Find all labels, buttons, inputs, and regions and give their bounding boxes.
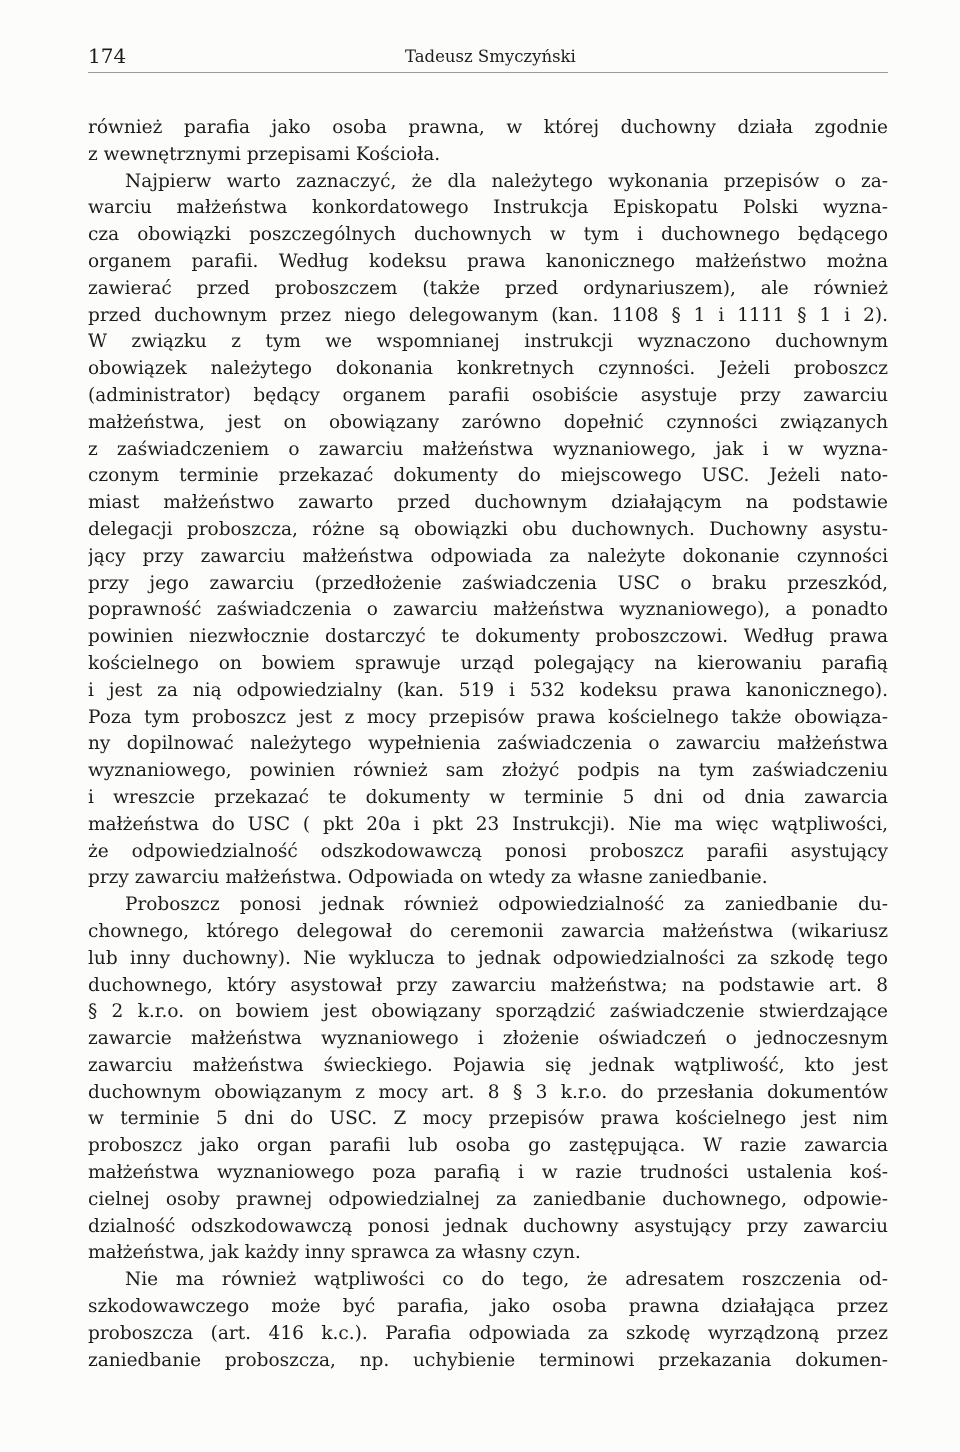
paragraph [88,892,888,1267]
text-line: miast małżeństwo zawarto przed duchownym działającym na podstawie [88,492,888,514]
text-line: Poza tym proboszcz jest z mocy przepisów prawa kościelnego także obowiąza- [88,706,888,728]
running-head-author: Tadeusz Smyczyński [405,47,576,66]
text-line: małżeństwa, jest on obowiązany zarówno dopełnić czynności związanych [88,411,888,433]
text-line: duchownego, który asystował przy zawarciu małżeństwa; na podstawie art. 8 [88,974,888,996]
text-line: obowiązek należytego dokonania konkretnych czynności. Jeżeli proboszcz [88,358,888,380]
text-line: duchownym obowiązanym z mocy art. 8 § 3 k.r.o. do przesłania dokumentów [88,1081,888,1103]
text-line: przy jego zawarciu (przedłożenie zaświadczenia USC o braku przeszkód, [88,572,888,594]
text-line: powinien niezwłocznie dostarczyć te dokumenty proboszczowi. Według prawa [88,626,888,648]
text-line: Proboszcz ponosi jednak również odpowiedzialność za zaniedbanie du- [125,894,888,916]
text-line: delegacji proboszcza, różne są obowiązki obu duchownych. Duchowny asystu- [88,518,888,540]
text-line: z zaświadczeniem o zawarciu małżeństwa wyznaniowego, jak i w wyzna- [88,438,888,460]
running-header [88,44,888,73]
text-line: proboszcz jako organ parafii lub osoba go zastępująca. W razie zawarcia [88,1135,888,1157]
text-line: również parafia jako osoba prawna, w której duchowny działa zgodnie [88,117,888,138]
text-line: cza obowiązki poszczególnych duchownych w tym i duchownego będącego [88,224,888,246]
paragraph [88,169,888,893]
text-line: proboszcza (art. 416 k.c.). Parafia odpowiada za szkodę wyrządzoną przez [88,1322,888,1344]
page-number: 174 [88,44,127,68]
text-line: i jest za nią odpowiedzialny (kan. 519 i 532 kodeksu prawa kanonicznego). [88,679,888,701]
text-line: warciu małżeństwa konkordatowego Instrukcja Episkopatu Polski wyzna- [88,197,888,219]
paragraph [88,115,888,169]
text-line: że odpowiedzialność odszkodowawczą ponosi proboszcz parafii asystujący [88,840,888,862]
text-line: § 2 k.r.o. on bowiem jest obowiązany sporządzić zaświadczenie stwierdzające [88,1001,888,1023]
text-line: cielnej osoby prawnej odpowiedzialnej za zaniedbanie duchownego, odpowie- [88,1188,888,1210]
text-line: w terminie 5 dni do USC. Z mocy przepisów prawa kościelnego jest nim [88,1108,888,1130]
text-line: jący przy zawarciu małżeństwa odpowiada za należyte dokonanie czynności [88,545,888,567]
text-line: i wreszcie przekazać te dokumenty w terminie 5 dni od dnia zawarcia [88,786,888,808]
text-line: zaniedbanie proboszcza, np. uchybienie terminowi przekazania dokumen- [88,1349,888,1371]
text-line: małżeństwa do USC ( pkt 20a i pkt 23 Instrukcji). Nie ma więc wątpliwości, [88,813,888,835]
text-line: ny dopilnować należytego wypełnienia zaświadczenia o zawarciu małżeństwa [88,733,888,755]
text-line: dzialność odszkodowawczą ponosi jednak duchowny asystujący przy zawarciu [88,1215,888,1237]
text-line: lub inny duchowny). Nie wyklucza to jednak odpowiedzialności za szkodę tego [88,947,888,969]
text-line: W związku z tym we wspomnianej instrukcji wyznaczono duchownym [88,331,888,353]
text-line: przed duchownym przez niego delegowanym (kan. 1108 § 1 i 1111 § 1 i 2). [88,304,888,326]
text-line: czonym terminie przekazać dokumenty do miejscowego USC. Jeżeli nato- [88,465,888,487]
text-line: wyznaniowego, powinien również sam złożyć podpis na tym zaświadczeniu [88,760,888,782]
text-line: organem parafii. Według kodeksu prawa kanonicznego małżeństwo można [88,250,888,272]
text-line: zawarcie małżeństwa wyznaniowego i złożenie oświadczeń o jednoczesnym [88,1028,888,1050]
text-line: małżeństwa, jak każdy inny sprawca za własny czyn. [88,1242,581,1264]
text-line: zawierać przed proboszczem (także przed ordynariuszem), ale również [88,277,888,299]
paragraph [88,1267,888,1374]
text-line: przy zawarciu małżeństwa. Odpowiada on wtedy za własne zaniedbanie. [88,867,768,889]
text-line: szkodowawczego może być parafia, jako osoba prawna działająca przez [88,1296,888,1318]
text-line: Nie ma również wątpliwości co do tego, że adresatem roszczenia od- [125,1269,888,1291]
text-line: kościelnego on bowiem sprawuje urząd polegający na kierowaniu parafią [88,652,888,674]
text-line: (administrator) będący organem parafii osobiście asystuje przy zawarciu [88,384,888,406]
text-line: z wewnętrznymi przepisami Kościoła. [88,143,441,165]
body-text [88,115,888,1374]
text-line: Najpierw warto zaznaczyć, że dla należytego wykonania przepisów o za- [125,170,888,192]
text-line: zawarciu małżeństwa świeckiego. Pojawia się jednak wątpliwość, kto jest [88,1054,888,1076]
text-line: małżeństwa wyznaniowego poza parafią i w razie trudności ustalenia koś- [88,1162,888,1184]
text-line: poprawność zaświadczenia o zawarciu małżeństwa wyznaniowego), a ponadto [88,599,888,621]
text-line: chownego, którego delegował do ceremonii zawarcia małżeństwa (wikariusz [88,920,888,942]
